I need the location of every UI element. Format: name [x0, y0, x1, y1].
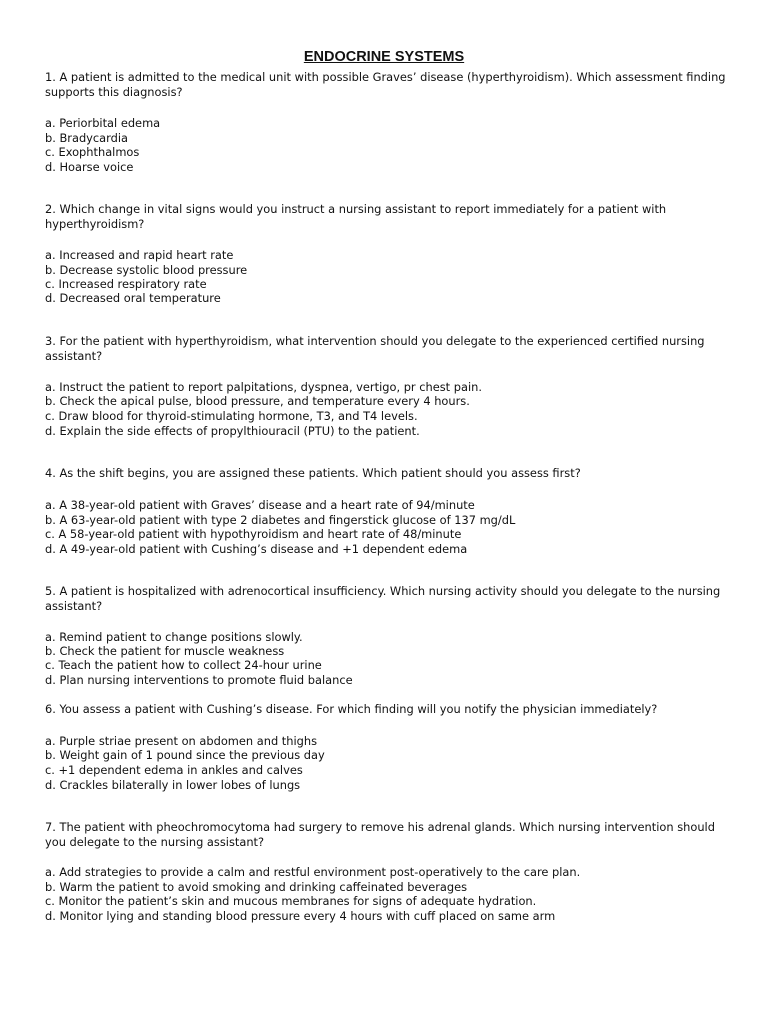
- question-5-text: 5. A patient is hospitalized with adrenocortical insufficiency. Which nursing activity should you delegate to the nursing assistant?: [45, 584, 724, 613]
- question-5-option-b: b. Check the patient for muscle weakness: [45, 644, 285, 658]
- question-7-option-c: c. Monitor the patient’s skin and mucous membranes for signs of adequate hydration.: [45, 894, 537, 908]
- question-6-option-b: b. Weight gain of 1 pound since the previous day: [45, 748, 325, 762]
- question-1-option-d: d. Hoarse voice: [45, 160, 134, 174]
- question-4-option-c: c. A 58-year-old patient with hypothyroidism and heart rate of 48/minute: [45, 527, 462, 541]
- question-7-text: 7. The patient with pheochromocytoma had surgery to remove his adrenal glands. Which nursing intervention should you delegate to the nursing assistant?: [45, 820, 719, 849]
- question-6-text: 6. You assess a patient with Cushing’s disease. For which finding will you notify the physician immediately?: [45, 702, 658, 716]
- question-1-text: 1. A patient is admitted to the medical unit with possible Graves’ disease (hyperthyroidism). Which assessment finding supports this diagnosis?: [45, 70, 730, 99]
- question-5-option-a: a. Remind patient to change positions slowly.: [45, 630, 303, 644]
- question-3-text: 3. For the patient with hyperthyroidism, what intervention should you delegate to the experienced certified nursing assistant?: [45, 334, 709, 363]
- question-3-option-c: c. Draw blood for thyroid-stimulating hormone, T3, and T4 levels.: [45, 409, 418, 423]
- question-4-option-b: b. A 63-year-old patient with type 2 diabetes and fingerstick glucose of 137 mg/dL: [45, 513, 516, 527]
- question-7-option-b: b. Warm the patient to avoid smoking and drinking caffeinated beverages: [45, 880, 468, 894]
- question-7-option-a: a. Add strategies to provide a calm and restful environment post-operatively to the care plan.: [45, 865, 581, 879]
- question-4-text: 4. As the shift begins, you are assigned these patients. Which patient should you assess first?: [45, 466, 581, 480]
- page-title: ENDOCRINE SYSTEMS: [303, 49, 465, 65]
- question-5-option-c: c. Teach the patient how to collect 24-hour urine: [45, 658, 322, 672]
- question-1-option-b: b. Bradycardia: [45, 131, 129, 145]
- question-1-option-a: a. Periorbital edema: [45, 116, 161, 130]
- question-3-option-d: d. Explain the side effects of propylthiouracil (PTU) to the patient.: [45, 424, 420, 438]
- question-2-option-a: a. Increased and rapid heart rate: [45, 248, 234, 262]
- question-6-option-c: c. +1 dependent edema in ankles and calves: [45, 763, 303, 777]
- question-1-option-c: c. Exophthalmos: [45, 145, 140, 159]
- question-5-option-d: d. Plan nursing interventions to promote fluid balance: [45, 673, 353, 687]
- question-3-option-b: b. Check the apical pulse, blood pressure, and temperature every 4 hours.: [45, 394, 470, 408]
- question-4-option-a: a. A 38-year-old patient with Graves’ disease and a heart rate of 94/minute: [45, 498, 475, 512]
- question-4-option-d: d. A 49-year-old patient with Cushing’s disease and +1 dependent edema: [45, 542, 468, 556]
- question-2-option-c: c. Increased respiratory rate: [45, 277, 207, 291]
- question-2-text: 2. Which change in vital signs would you instruct a nursing assistant to report immediately for a patient with hyperthyroidism?: [45, 202, 670, 231]
- question-6-option-a: a. Purple striae present on abdomen and thighs: [45, 734, 318, 748]
- question-7-option-d: d. Monitor lying and standing blood pressure every 4 hours with cuff placed on same arm: [45, 909, 556, 923]
- question-2-option-b: b. Decrease systolic blood pressure: [45, 263, 248, 277]
- question-6-option-d: d. Crackles bilaterally in lower lobes of lungs: [45, 778, 301, 792]
- question-2-option-d: d. Decreased oral temperature: [45, 291, 221, 305]
- question-3-option-a: a. Instruct the patient to report palpitations, dyspnea, vertigo, pr chest pain.: [45, 380, 482, 394]
